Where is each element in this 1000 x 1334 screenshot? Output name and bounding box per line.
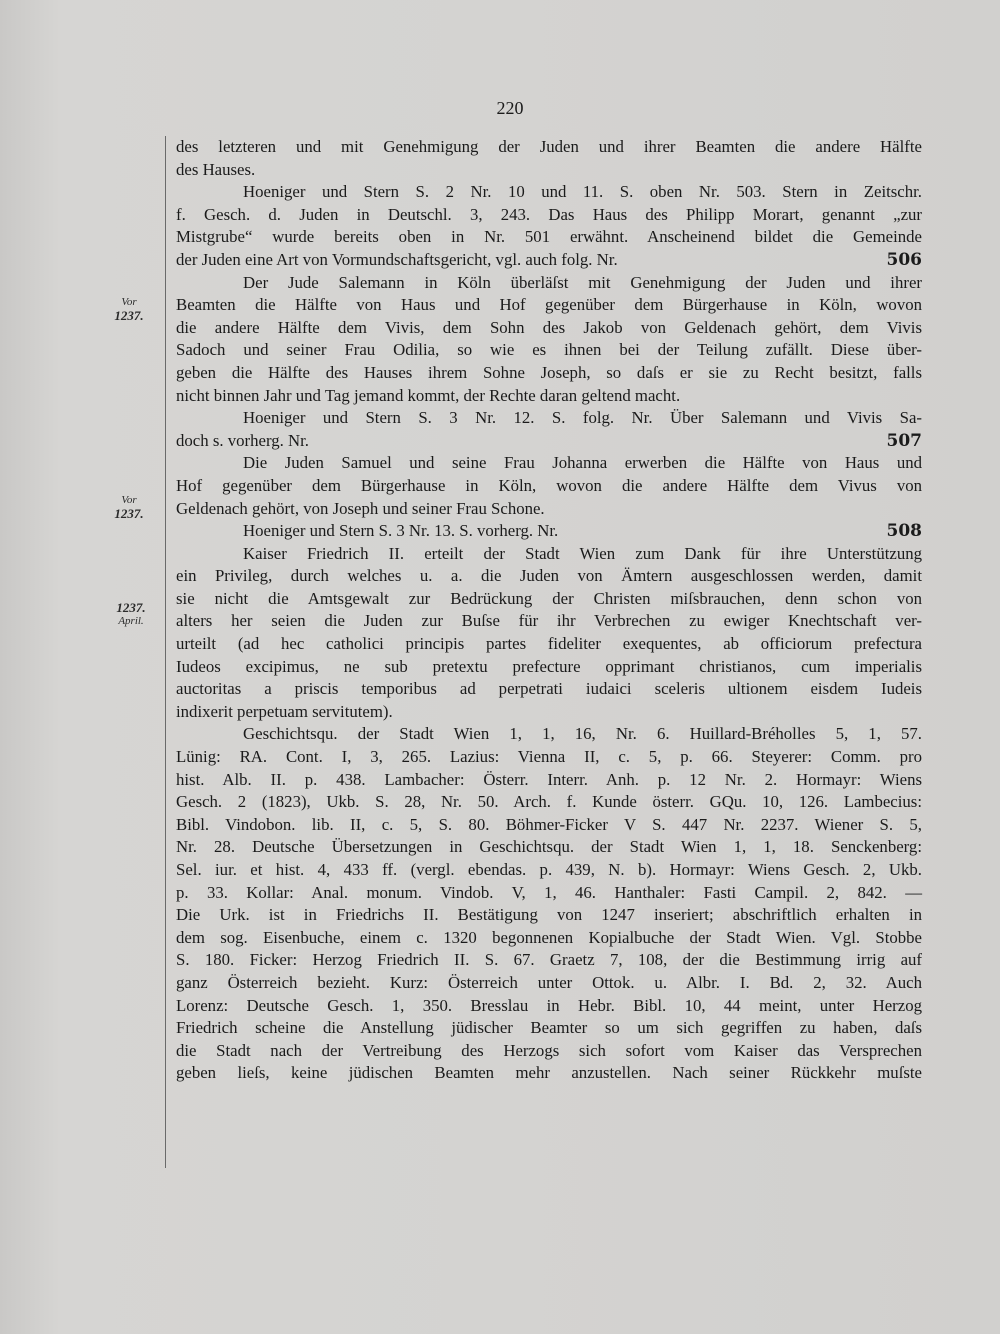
reference-line: Mistgrube“ wurde bereits oben in Nr. 501 erwähnt. Anscheinend bildet die Gemeinde [176, 227, 922, 247]
reference-line: Bibl. Vindobon. lib. II, c. 5, S. 80. Böhmer-Ficker V S. 447 Nr. 2237. Wiener S. 5, [176, 814, 922, 834]
text-line: nicht binnen Jahr und Tag jemand kommt, der Rechte daran geltend macht. [176, 385, 681, 405]
margin-date-prefix: Vor [121, 296, 137, 308]
text-line: Iudeos excipimus, ne sub pretextu prefecture opprimant christianos, cum imperialis [176, 656, 922, 676]
margin-date-year: 1237. [114, 308, 144, 323]
margin-date-507 [104, 494, 154, 521]
margin-date-month: April. [118, 615, 144, 627]
entry-number-row [176, 430, 922, 453]
entry-number: 508 [886, 521, 922, 542]
reference-line: Gesch. 2 (1823), Ukb. S. 28, Nr. 50. Arch. f. Kunde österr. GQu. 10, 126. Lambecius: [176, 792, 922, 812]
text-line: indixerit perpetuam servitutem). [176, 701, 393, 721]
text-line: auctoritas a priscis temporibus ad perpetrati iudaici sceleris ultionem eisdem Iudeis [176, 679, 922, 699]
reference-line: Hoeniger und Stern S. 3 Nr. 13. S. vorherg. Nr. [243, 521, 559, 541]
reference-line: f. Gesch. d. Juden in Deutschl. 3, 243. Das Haus des Philipp Morart, genannt „zur [176, 204, 922, 224]
margin-date-506 [104, 296, 154, 323]
reference-line: p. 33. Kollar: Anal. monum. Vindob. V, 1, 46. Hanthaler: Fasti Campil. 2, 842. — [176, 882, 922, 902]
text-line: Sadoch und seiner Frau Odilia, so wie es ihnen bei der Teilung zufällt. Diese über- [176, 340, 922, 360]
entry-number: 506 [886, 249, 922, 270]
margin-date-year: 1237. [114, 506, 144, 521]
reference-line: Geschichtsqu. der Stadt Wien 1, 1, 16, Nr. 6. Huillard-Bréholles 5, 1, 57. [243, 724, 922, 744]
text-line: geben die Hälfte des Hauses ihrem Sohne Joseph, so daſs er sie zu Recht besitzt, falls [176, 362, 922, 382]
margin-rule [165, 136, 166, 1168]
text-line: des Hauses. [176, 159, 256, 179]
reference-line: die Stadt nach der Vertreibung des Herzogs sich sofort vom Kaiser das Versprechen [176, 1040, 922, 1060]
margin-date-year: 1237. [116, 600, 146, 615]
entry-number: 507 [886, 430, 922, 451]
reference-line: Nr. 28. Deutsche Übersetzungen in Geschichtsqu. der Stadt Wien 1, 1, 18. Senckenberg: [176, 837, 922, 857]
text-line: die andere Hälfte dem Vivis, dem Sohn des Jakob von Geldenach gehört, dem Vivis [176, 317, 922, 337]
reference-line: Lorenz: Deutsche Gesch. 1, 350. Bresslau in Hebr. Bibl. 10, 44 meint, unter Herzog [176, 995, 922, 1015]
main-text [176, 136, 922, 1085]
text-line: urteilt (ad hec catholici principis partes fideliter exequentes, ab officiorum prefectura [176, 634, 922, 654]
text-line: alters her seien die Juden zur Buſse für ihr Verbrechen zu ewiger Knechtschaft ver- [176, 611, 922, 631]
reference-line: S. 180. Ficker: Herzog Friedrich II. S. 67. Graetz 7, 108, der die Bestimmung irrig auf [176, 950, 922, 970]
text-line: ein Privileg, durch welches u. a. die Juden von Ämtern ausgeschlossen werden, damit [176, 566, 922, 586]
reference-line: doch s. vorherg. Nr. [176, 430, 309, 450]
reference-line: ganz Österreich bezieht. Kurz: Österreich unter Ottok. u. Albr. I. Bd. 2, 32. Auch [176, 972, 922, 992]
reference-line: dem sog. Eisenbuche, einem c. 1320 begonnenen Kopialbuche der Stadt Wien. Vgl. Stobbe [176, 927, 922, 947]
reference-line: Hoeniger und Stern S. 2 Nr. 10 und 11. S. oben Nr. 503. Stern in Zeitschr. [243, 182, 922, 202]
text-line: Der Jude Salemann in Köln überläſst mit Genehmigung der Juden und ihrer [243, 272, 922, 292]
text-line: Hof gegenüber dem Bürgerhause in Köln, wovon die andere Hälfte dem Vivus von [176, 475, 922, 495]
reference-line: hist. Alb. II. p. 438. Lambacher: Österr. Interr. Anh. p. 12 Nr. 2. Hormayr: Wiens [176, 769, 922, 789]
page-number: 220 [496, 98, 524, 118]
text-line: Die Juden Samuel und seine Frau Johanna erwerben die Hälfte von Haus und [243, 453, 922, 473]
margin-date-prefix: Vor [121, 494, 137, 506]
entry-number-row [176, 520, 922, 543]
text-line: Beamten die Hälfte von Haus und Hof gegenüber dem Bürgerhause in Köln, wovon [176, 295, 922, 315]
reference-line: geben lieſs, keine jüdischen Beamten mehr anzustellen. Nach seiner Rückkehr muſste [176, 1063, 922, 1083]
reference-line: der Juden eine Art von Vormundschaftsgericht, vgl. auch folg. Nr. [176, 249, 618, 269]
text-line: sie nicht die Amtsgewalt zur Bedrückung der Christen miſsbrauchen, denn schon von [176, 588, 922, 608]
text-line: Kaiser Friedrich II. erteilt der Stadt Wien zum Dank für ihre Unterstützung [243, 543, 922, 563]
reference-line: Die Urk. ist in Friedrichs II. Bestätigung von 1247 inseriert; abschriftlich erhalten in [176, 905, 922, 925]
reference-line: Sel. iur. et hist. 4, 433 ff. (vergl. ebendas. p. 439, N. b). Hormayr: Wiens Gesch. 2, Ukb. [176, 860, 922, 879]
margin-date-508 [106, 600, 156, 627]
reference-line: Lünig: RA. Cont. I, 3, 265. Lazius: Vienna II, c. 5, p. 66. Steyerer: Comm. pro [176, 747, 922, 767]
reference-line: Hoeniger und Stern S. 3 Nr. 12. S. folg. Nr. Über Salemann und Vivis Sa- [243, 408, 922, 428]
reference-line: Friedrich scheine die Anstellung jüdischer Beamter so um sich gegriffen zu haben, daſs [176, 1018, 922, 1038]
entry-number-row [176, 249, 922, 272]
text-line: des letzteren und mit Genehmigung der Juden und ihrer Beamten die andere Hälfte [176, 137, 922, 156]
text-line: Geldenach gehört, von Joseph und seiner Frau Schone. [176, 498, 545, 518]
